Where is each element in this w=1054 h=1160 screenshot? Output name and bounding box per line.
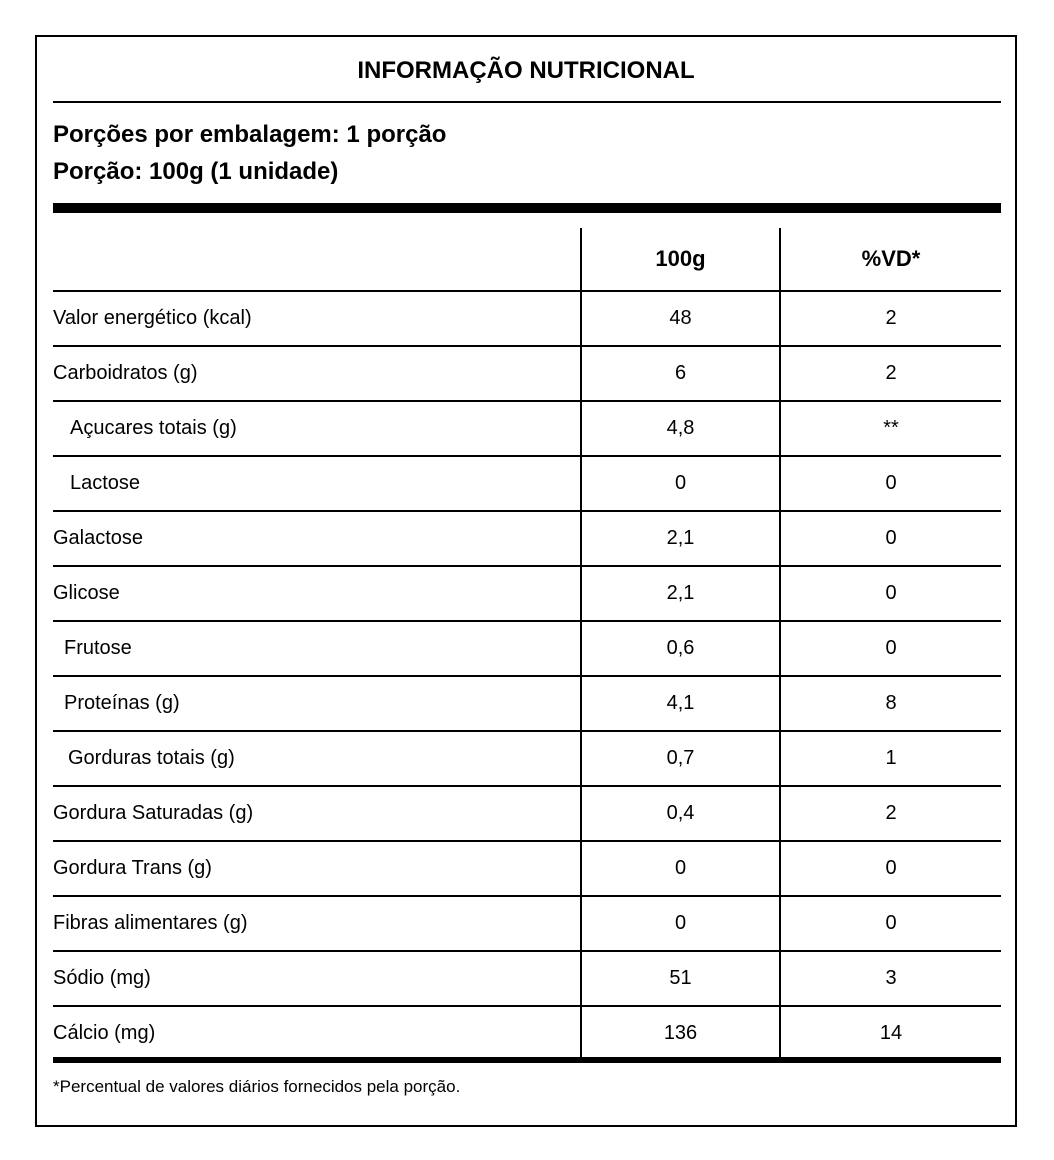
- table-row: [53, 401, 1001, 456]
- nutrition-facts-panel: [35, 35, 1017, 1127]
- table-row: [53, 346, 1001, 401]
- nutrient-label: Gorduras totais (g): [53, 731, 581, 786]
- amount-value: 0,6: [581, 621, 780, 676]
- table-header-row: [53, 228, 1001, 291]
- thick-divider: [53, 203, 1001, 213]
- amount-value: 6: [581, 346, 780, 401]
- daily-value: 0: [780, 621, 1001, 676]
- daily-value: 14: [780, 1006, 1001, 1060]
- daily-value: 0: [780, 511, 1001, 566]
- table-row: [53, 456, 1001, 511]
- table-row: [53, 896, 1001, 951]
- nutrient-label: Açucares totais (g): [53, 401, 581, 456]
- footnote: *Percentual de valores diários fornecidos pela porção.: [53, 1077, 461, 1096]
- nutrient-label: Gordura Trans (g): [53, 841, 581, 896]
- amount-value: 2,1: [581, 511, 780, 566]
- daily-value: 0: [780, 841, 1001, 896]
- daily-value: 0: [780, 456, 1001, 511]
- daily-value: 8: [780, 676, 1001, 731]
- table-row: [53, 1006, 1001, 1060]
- nutrient-label: Lactose: [53, 456, 581, 511]
- nutrient-label: Sódio (mg): [53, 951, 581, 1006]
- table-row: [53, 566, 1001, 621]
- nutrient-label: Fibras alimentares (g): [53, 896, 581, 951]
- table-row: [53, 841, 1001, 896]
- table-row: [53, 786, 1001, 841]
- serving-size: Porção: 100g (1 unidade): [53, 158, 339, 185]
- daily-value: 3: [780, 951, 1001, 1006]
- nutrient-label: Proteínas (g): [53, 676, 581, 731]
- header-label: [53, 228, 581, 291]
- amount-value: 4,1: [581, 676, 780, 731]
- title-divider: [53, 101, 1001, 103]
- amount-value: 0,4: [581, 786, 780, 841]
- table-row: [53, 621, 1001, 676]
- daily-value: 2: [780, 346, 1001, 401]
- table-row: [53, 511, 1001, 566]
- daily-value: 2: [780, 786, 1001, 841]
- nutrient-label: Valor energético (kcal): [53, 291, 581, 346]
- nutrient-label: Galactose: [53, 511, 581, 566]
- daily-value: 0: [780, 566, 1001, 621]
- bottom-divider: [53, 1057, 1001, 1063]
- amount-value: 48: [581, 291, 780, 346]
- daily-value: **: [780, 401, 1001, 456]
- panel-title: INFORMAÇÃO NUTRICIONAL: [357, 57, 695, 84]
- servings-per-package: Porções por embalagem: 1 porção: [53, 121, 447, 148]
- nutrient-label: Gordura Saturadas (g): [53, 786, 581, 841]
- nutrient-label: Frutose: [53, 621, 581, 676]
- header-daily-value: %VD*: [780, 228, 1001, 291]
- table-row: [53, 676, 1001, 731]
- table-row: [53, 731, 1001, 786]
- amount-value: 0: [581, 456, 780, 511]
- table-row: [53, 291, 1001, 346]
- nutrient-label: Glicose: [53, 566, 581, 621]
- amount-value: 51: [581, 951, 780, 1006]
- amount-value: 4,8: [581, 401, 780, 456]
- amount-value: 2,1: [581, 566, 780, 621]
- table-row: [53, 951, 1001, 1006]
- daily-value: 0: [780, 896, 1001, 951]
- amount-value: 0: [581, 841, 780, 896]
- daily-value: 2: [780, 291, 1001, 346]
- daily-value: 1: [780, 731, 1001, 786]
- amount-value: 136: [581, 1006, 780, 1060]
- nutrient-label: Cálcio (mg): [53, 1022, 156, 1044]
- amount-value: 0: [581, 896, 780, 951]
- amount-value: 0,7: [581, 731, 780, 786]
- header-amount: 100g: [581, 228, 780, 291]
- nutrient-label: Carboidratos (g): [53, 346, 581, 401]
- nutrition-table: [53, 228, 1001, 1060]
